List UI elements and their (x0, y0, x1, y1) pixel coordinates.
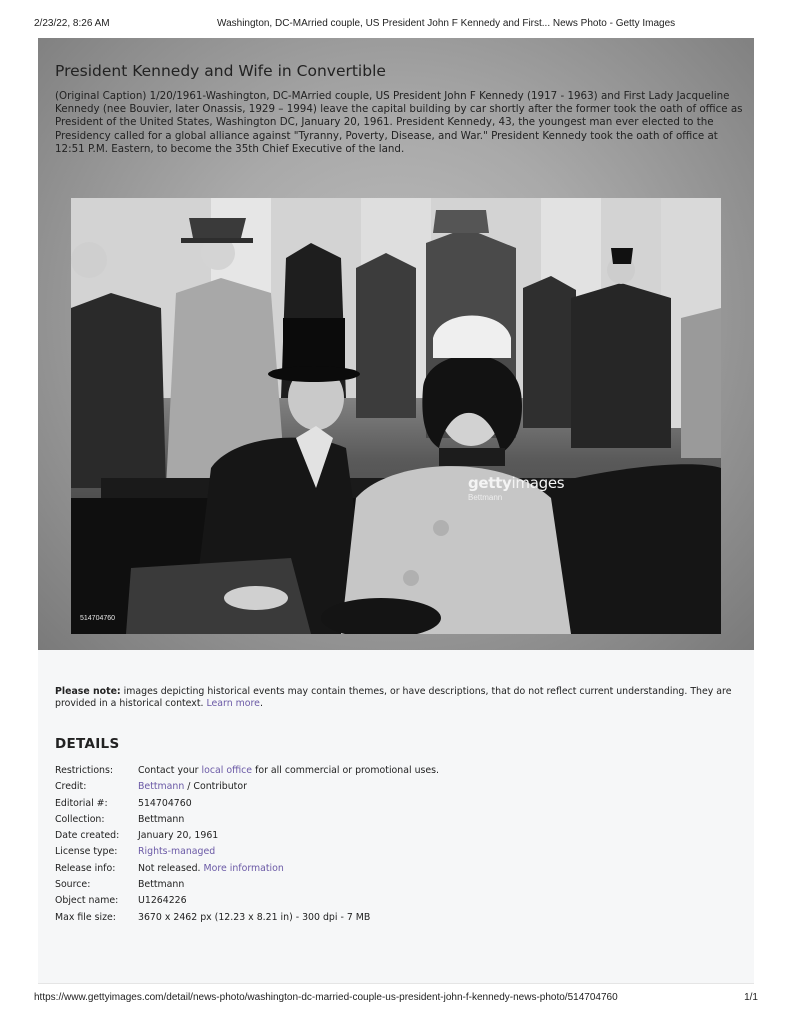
detail-row-source: Source: Bettmann (55, 879, 185, 891)
rights-managed-link[interactable]: Rights-managed (138, 846, 216, 858)
hero-section (38, 38, 754, 650)
detail-row-license: License type: Rights-managed (55, 846, 216, 858)
detail-row-restrictions: Restrictions: Contact your local office for all commercial or promotional uses. (55, 765, 440, 776)
page-url: https://www.gettyimages.com/detail/news-photo/washington-dc-married-couple-us-president-john-f-kennedy-news-photo/514704760 (34, 992, 618, 1003)
page-number: 1/1 (744, 992, 758, 1003)
detail-row-credit: Credit: Bettmann / Contributor (55, 781, 247, 793)
detail-row-max-file-size: Max file size: 3670 x 2462 px (12.23 x 8.21 in) - 300 dpi - 7 MB (55, 911, 371, 923)
detail-row-editorial: Editorial #: 514704760 (55, 797, 192, 809)
note-text: images depicting historical events may contain themes, or have descriptions, that do not reflect current understanding. They are provided in a historical context. (55, 686, 732, 709)
detail-row-date: Date created: January 20, 1961 (55, 830, 219, 842)
photo-caption: (Original Caption) 1/20/1961-Washington, DC-MArried couple, US President John F Kennedy (1917 - 1963) and First Lady Jacqueline Kennedy (nee Bouvier, later Onassis, 1929 – 1994) leave the capital building by car shortly after the former took the oath of office as President of the United States, Washington DC, January 20, 1961. President Kennedy, 43, the youngest man ever elected to the Presidency called for a global alliance against "Tyranny, Poverty, Disease, and War." President Kennedy took the oath of office at 12:51 P.M. Eastern, to become the 35th Chief Executive of the land. (55, 90, 743, 155)
note-label: Please note: (55, 686, 121, 697)
detail-row-collection: Collection: Bettmann (55, 813, 185, 825)
news-photo[interactable] (71, 198, 721, 634)
print-timestamp: 2/23/22, 8:26 AM (34, 18, 110, 29)
watermark-credit: Bettmann (468, 493, 503, 502)
historical-note: Please note: images depicting historical events may contain themes, or have descriptions, that do not reflect current understanding. They are provided in a historical context. Learn more. (55, 686, 732, 709)
photo-id-label: 514704760 (80, 615, 116, 622)
details-list (55, 765, 735, 928)
detail-row-release: Release info: Not released. More information (55, 862, 284, 874)
details-heading: DETAILS (55, 736, 120, 752)
page-title: President Kennedy and Wife in Convertible (55, 62, 386, 80)
detail-row-object-name: Object name: U1264226 (55, 895, 187, 907)
getty-watermark: gettyimages (468, 474, 565, 492)
photo-illustration (71, 198, 721, 634)
print-header (34, 18, 758, 32)
local-office-link[interactable]: local office (201, 765, 253, 776)
credit-link[interactable]: Bettmann (138, 781, 185, 793)
details-panel (38, 650, 754, 984)
print-page-title: Washington, DC-MArried couple, US President John F Kennedy and First... News Photo - Getty Images (217, 18, 676, 29)
learn-more-link[interactable]: Learn more (206, 698, 260, 709)
more-information-link[interactable]: More information (203, 862, 284, 874)
